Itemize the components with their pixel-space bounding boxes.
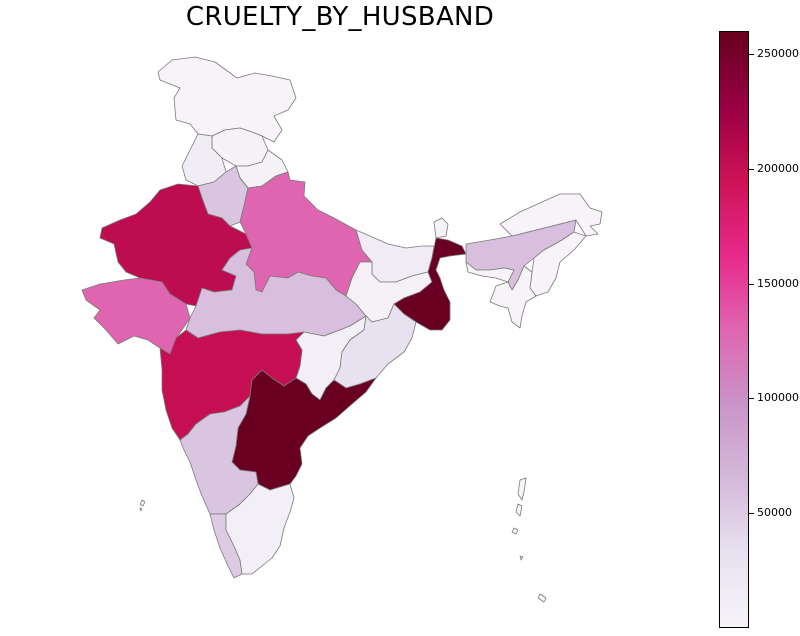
region-andaman-islands[interactable] bbox=[512, 478, 546, 602]
region-lakshadweep-islands[interactable] bbox=[140, 500, 145, 511]
colorbar bbox=[719, 31, 749, 628]
region-jammu-kashmir[interactable] bbox=[158, 57, 296, 142]
colorbar-tick-label: 200000 bbox=[757, 161, 799, 175]
region-sikkim[interactable] bbox=[434, 218, 448, 238]
colorbar-tick-label: 50000 bbox=[757, 506, 792, 520]
colorbar-tick bbox=[749, 398, 754, 399]
colorbar-tick bbox=[749, 284, 754, 285]
colorbar-tick bbox=[749, 513, 754, 514]
colorbar-tick bbox=[749, 169, 754, 170]
map-title: CRUELTY_BY_HUSBAND bbox=[185, 2, 495, 32]
colorbar-gradient bbox=[720, 32, 748, 627]
colorbar-tick-label: 250000 bbox=[757, 46, 799, 60]
colorbar-tick bbox=[749, 54, 754, 55]
colorbar-tick-label: 150000 bbox=[757, 276, 799, 290]
colorbar-tick-label: 100000 bbox=[757, 391, 799, 405]
